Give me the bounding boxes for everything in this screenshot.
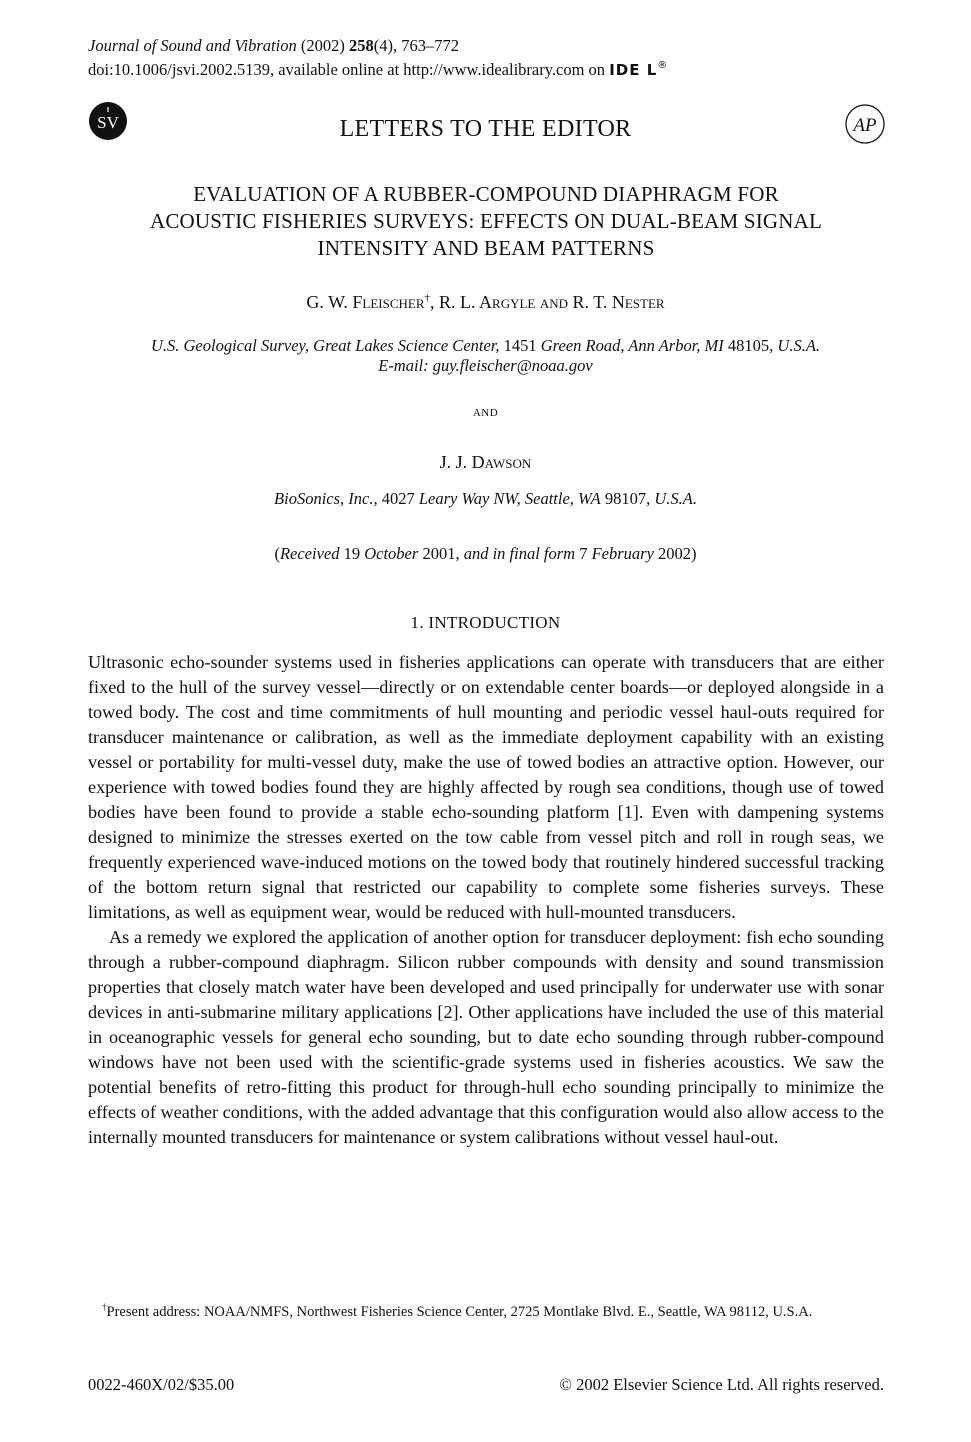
received-dates <box>0 544 971 564</box>
author-list <box>0 292 971 313</box>
affiliation-biosonics-org: BioSonics, Inc., <box>274 489 378 508</box>
footnote <box>88 1297 884 1322</box>
introduction-body <box>88 650 884 1150</box>
affiliation-usgs-zip: 48105, <box>727 336 774 355</box>
affiliation-usgs-street: Green Road, Ann Arbor, MI <box>540 336 724 355</box>
issn-price: 0022-460X/02/$35.00 <box>88 1375 235 1394</box>
ideal-logo-text: IDE L <box>609 61 658 79</box>
affiliation-usgs <box>60 336 911 356</box>
final-day: 7 <box>579 544 588 563</box>
author-dagger-mark: † <box>424 292 431 304</box>
received-paren: ( <box>274 544 280 563</box>
copyright-notice: © 2002 Elsevier Science Ltd. All rights reserved. <box>559 1375 884 1394</box>
journal-volume: 258 <box>348 36 374 55</box>
affiliation-biosonics <box>60 489 911 509</box>
and-separator: and <box>472 404 499 420</box>
affiliation-usgs-number: 1451 <box>503 336 537 355</box>
second-author: J. J. Dawson <box>439 452 532 472</box>
footnote-text: Present address: NOAA/NMFS, Northwest Fisheries Science Center, 2725 Montlake Blvd. E., Seattle, WA 98112, U.S.A. <box>106 1303 813 1320</box>
footnote-dagger: † <box>102 1302 107 1312</box>
journal-issue-pages: (4), 763–772 <box>373 36 459 55</box>
journal-citation <box>88 36 459 56</box>
received-day: 19 <box>343 544 361 563</box>
author-email <box>60 356 911 376</box>
affiliation-usgs-org: U.S. Geological Survey, Great Lakes Science Center, <box>150 336 500 355</box>
final-month: February <box>591 544 654 563</box>
affiliation-usgs-country: U.S.A. <box>777 336 821 355</box>
ideal-logo-reg: ® <box>657 60 669 71</box>
affiliation-biosonics-number: 4027 <box>381 489 415 508</box>
sv-logo-text: SV <box>97 113 119 132</box>
final-form-words: and in final form <box>463 544 576 563</box>
ideal-library-logo <box>609 56 668 80</box>
affiliation-biosonics-street: Leary Way NW, Seattle, WA <box>418 489 601 508</box>
title-line-3: INTENSITY AND BEAM PATTERNS <box>317 236 655 260</box>
paragraph-2: As a remedy we explored the application of another option for transducer deployment: fish echo sounding through a rubber-compound diaphragm. Silicon rubber compounds with density and sound transmission properties that closely match water have been developed and used principally for underwater use with sonar devices in anti-submarine military applications [2]. Other applications have included the use of this material in oceanographic vessels for general echo sounding, but to date echo sounding through rubber-compound windows have not been used with the scientific-grade systems used in fisheries acoustics. We saw the potential benefits of retro-fitting this product for through-hull echo sounding principally to minimize the effects of weather conditions, with the added advantage that this configuration would also allow access to the internally mounted transducers for maintenance or system calibrations without vessel haul-out. <box>88 927 884 1147</box>
affiliation-biosonics-country: U.S.A. <box>654 489 697 508</box>
paragraph-1: Ultrasonic echo-sounder systems used in fisheries applications can operate with transducers that are either fixed to the hull of the survey vessel—directly or on extendable center boards—or deployed alongside in a towed body. The cost and time commitments of hull mounting and periodic vessel haul-outs required for transducer maintenance or calibration, as well as the immediate deployment capability with an existing vessel or portability for multi-vessel duty, make the use of towed bodies an attractive option. However, our experience with towed bodies found they are highly affected by rough sea conditions, though use of towed bodies have been found to provide a stable echo-sounding platform [1]. Even with dampening systems designed to minimize the stresses exerted on the tow cable from vessel pitch and roll in rough seas, we frequently experienced wave-induced motions on the towed body that routinely hindered successful tracking of the bottom return signal that restricted our capability to complete some fisheries surveys. These limitations, as well as equipment wear, would be reduced with hull-mounted transducers. <box>88 652 884 922</box>
email-text: E-mail: guy.fleischer@noaa.gov <box>378 356 593 375</box>
section-heading-introduction: 1. INTRODUCTION <box>410 613 561 632</box>
article-title <box>70 181 902 262</box>
ap-logo-text: AP <box>853 115 877 136</box>
journal-name: Journal of Sound and Vibration <box>88 36 297 55</box>
final-year: 2002) <box>658 544 697 563</box>
author-first: G. W. Fleischer <box>306 292 425 312</box>
received-word: Received <box>279 544 340 563</box>
received-month: October <box>364 544 419 563</box>
title-line-2: ACOUSTIC FISHERIES SURVEYS: EFFECTS ON DUAL-BEAM SIGNAL <box>149 209 823 233</box>
affiliation-biosonics-zip: 98107, <box>604 489 651 508</box>
doi-text: doi:10.1006/jsvi.2002.5139, available online at http://www.idealibrary.com on <box>88 60 606 79</box>
journal-year: (2002) <box>300 36 345 55</box>
received-year: 2001, <box>422 544 460 563</box>
title-line-1: EVALUATION OF A RUBBER-COMPOUND DIAPHRAGM FOR <box>193 182 779 206</box>
doi-line <box>88 56 668 80</box>
author-rest: , R. L. Argyle and R. T. Nester <box>430 292 665 312</box>
ap-publisher-logo <box>844 103 886 145</box>
section-title: LETTERS TO THE EDITOR <box>339 116 632 142</box>
